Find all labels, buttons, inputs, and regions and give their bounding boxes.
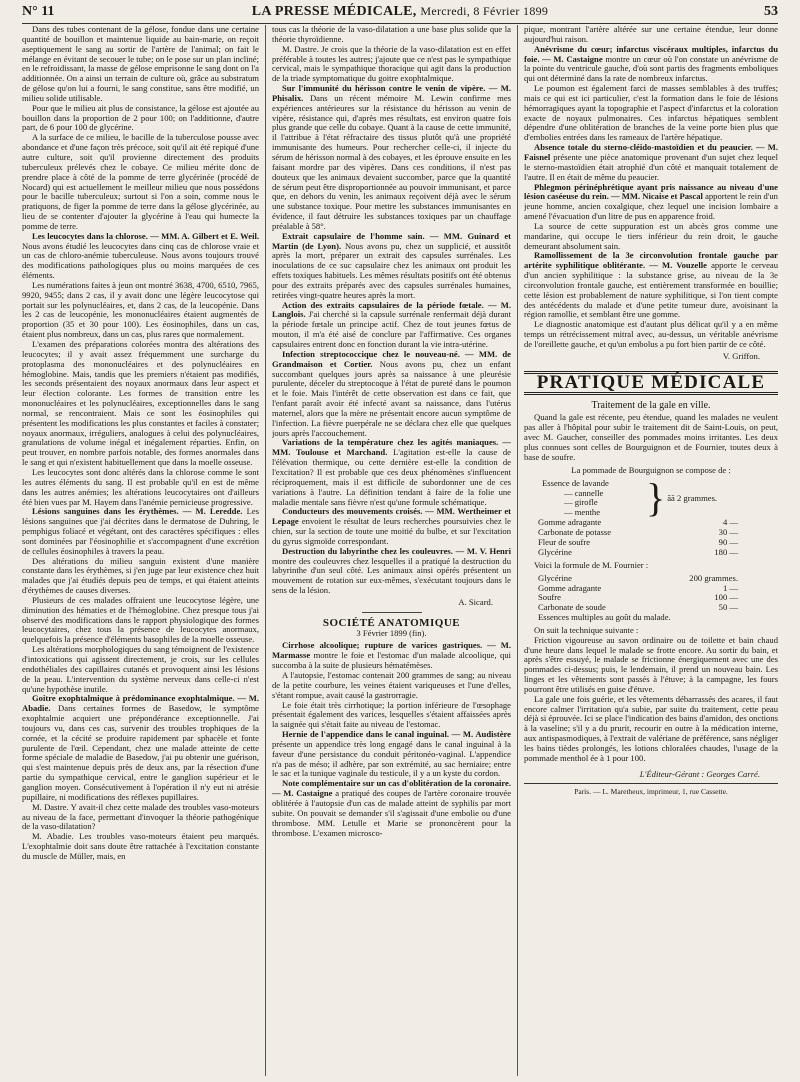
article-text: apportent le rein d'un jeune homme, ancien coxalgique, chez lequel une incision lombaire a amené l'évacuation d'un litre de pus en apparence froid.: [524, 191, 778, 222]
article: [272, 232, 511, 301]
article: [272, 84, 511, 232]
ingredient-qty: 180 —: [714, 546, 738, 557]
paragraph: On suit la technique suivante :: [534, 624, 639, 635]
author-signature: A. Sicard.: [458, 596, 493, 607]
article-text: Nous avons étudié les leucocytes dans cinq cas de chlorose vraie et un cas de chloro-anémie tuberculeuse. Nous avons toujours trouvé des modifications pathologiques plus ou moins marquées de ces éléments.: [22, 240, 259, 281]
article-heading: Variations de la température chez les agités maniaques. — MM. Toulouse et Marchand.: [272, 437, 511, 458]
article: [524, 143, 778, 182]
recipe-intro: La pommade de Bourguignon se compose de :: [571, 464, 731, 475]
author-signature: V. Griffon.: [722, 350, 760, 361]
paragraph: La source de cette suppuration est un abcès gros comme une mandarine, qui occupe le tiers inférieur du rein droit, le gauche demeurant absolument sain.: [524, 220, 778, 251]
section-title-pratique-medicale: PRATIQUE MÉDICALE: [524, 371, 778, 395]
ingredient-qty: 1 —: [722, 582, 738, 593]
article-heading: Lésions sanguines dans les érythèmes. — M. Leredde.: [32, 506, 243, 517]
ingredient: Glycérine: [538, 572, 572, 583]
article: [272, 547, 511, 596]
paragraph: La gale une fois guérie, et les vêtements débarrassés des acares, il faut encore calmer l'irritation qu'a subie, par suite du traitement, cette peau déjà si éprouvée. Ici se place l'indication des bains d'amidon, des onctions à la vaseline; s'il y a du prurit, recourir en outre à la médication interne, aux antispasmodiques, à l'extrait de valériane de préférence, sans négliger les bains tièdes prolongés, les lotions chloralées chaudes, l'usage de la pommade menthol ée à 1 pour 100.: [524, 693, 778, 763]
paragraph: M. Dastre. Y avait-il chez cette malade des troubles vaso-moteurs au niveau de la face, permettant d'invoquer la théorie pathogénique de la vaso-dilatation?: [22, 801, 259, 832]
paragraph: Les numérations faites à jeun ont montré 3638, 4700, 6510, 7965, 9920, 9455; dans 2 cas, il y avait donc une légère leucocytose qui portait sur les polynucléaires, et, dans 2 cas, de la leucopénie. Dans les 2 cas de leucopénie, les mononucléaires étaient augmentés de proportion (35 et 30 pour 100). Les éosinophiles, dans un cas, étaient plus nombreux, dans un cas, plus rares que normalement.: [22, 279, 259, 340]
header-rule: [22, 23, 778, 24]
article: [524, 45, 778, 84]
article: [524, 183, 778, 222]
brace-icon: }: [646, 475, 666, 521]
paragraph: Le foie était très cirrhotique; la portion inférieure de l'œsophage présentait également des varices, lesquelles s'étaient affaissées après la saignée qui s'était faite au niveau de l'estomac.: [272, 699, 511, 730]
paragraph: Friction vigoureuse au savon ordinaire ou de toilette et bain chaud d'une heure dans lequel le malade se frotte encore. Au sortir du bain, et après s'être essuyé, le malade se frictionne énergiquement avec une des pommades ci-dessus; puis, le lendemain, il prend un nouveau bain. Les linges et les vêtements sont passés à l'étuve; à la campagne, les fours pourront être utilisés en guise d'étuve.: [524, 634, 778, 694]
editor-signature: L'Éditeur-Gérant : Georges Carré.: [639, 768, 760, 779]
ingredient: — cannelle: [564, 487, 604, 498]
page-header: [22, 4, 778, 24]
recipe-row: [538, 538, 778, 548]
masthead: LA PRESSE MÉDICALE, Mercredi, 8 Février 1899: [251, 4, 549, 19]
paragraph: Pour que le milieu ait plus de consistance, la gélose est ajoutée au bouillon dans la proportion de 2 pour 100; on l'additionne, d'autre part, de 6 pour 100 de glycérine.: [22, 102, 259, 133]
article: [272, 779, 511, 838]
ingredient-qty: 100 —: [714, 592, 738, 603]
article: [22, 232, 259, 281]
issue-date: Mercredi, 8 Février 1899: [420, 4, 549, 18]
article-text: a pratiqué des coupes de l'artère coronaire trouvée oblitérée à l'autopsie d'un cas de malade atteint de syphilis par mort subite. On pouvait se demander s'il s'agissait d'une embolie ou d'une thrombose. MM. Letulle et Marie se prononcèrent pour la thrombose. L'examen microsco-: [272, 788, 511, 838]
recipe-fournier: [538, 574, 778, 623]
ingredient: Carbonate de potasse: [538, 527, 612, 538]
paragraph: Le poumon est également farci de masses semblables à des truffes; mais ce qui est ici particulier, c'est la formation dans le foie de lésions hémorragiques ayant la topographie et l'aspect d'infarctus et la coloration exacte de noyaux pulmonaires. Ces infarctus hépatiques semblent dépendre d'une oblitération de branches de la veine porte bien plus que d'embolies entrées dans les rameaux de l'artère hépatique.: [524, 83, 778, 143]
paragraph: pique, montrant l'artère altérée sur une certaine étendue, leur donne aujourd'hui raison.: [524, 25, 778, 44]
article-heading: Extrait capsulaire de l'homme sain. — MM. Guinard et Martin (de Lyon).: [272, 230, 511, 251]
paragraph: M. Abadie. Les troubles vaso-moteurs étaient peu marqués. L'exophtalmie doit sans doute être rattachée à l'excitation constante du muscle de Müller, mais, en: [22, 831, 259, 861]
ingredient-qty: 30 —: [718, 527, 738, 538]
article-heading: Phlegmon périnéphrétique ayant pris naissance au niveau d'une lésion caséeuse du rein. — MM. Nicaise et Pascal: [524, 181, 778, 202]
paragraph: L'examen des préparations colorées montra des altérations des leucocytes; il y avait assez fréquemment une surcharge du protoplasma des mononucléaires et des polynucléaires en hémoglobine. Mais, tandis que les premiers n'étaient pas modifiés, les seconds présentaient des noyaux anormaux dans leur aspect et leur élection colorante. Les formes de transition entre les mononucléaires et les polynucléaires, exceptionnelles dans le sang normal, se rencontraient. Mais ce sont les éosinophiles qui présentent les modifications les plus constantes et faciles à constater; noyaux anormaux, irréguliers, analogues à celui des polynucléaires, granulations de volume inégal et inégalement réparties. Enfin, on peut trouver, en nombre parfois notable, des formes anormales dans le sang et qui n'existent habituellement que dans la moelle osseuse.: [22, 339, 259, 468]
society-title: SOCIÉTÉ ANATOMIQUE: [322, 616, 461, 629]
ingredient: Fleur de soufre: [538, 537, 591, 548]
paragraph: Quand la gale est récente, peu étendue, quand les malades ne veulent pas aller à l'hôpital pour subir le traitement dit de Saint-Louis, on peut, avec M. Gaucher, conseiller des pommades moins irritantes. Les deux plus connues sont celles de Bourguignon et de Fournier, toutes deux à base de soufre.: [524, 412, 778, 462]
article-heading: Infection streptococcique chez le nouveau-né. — MM. de Grandmaison et Cortier.: [272, 348, 511, 369]
recipe-row: [538, 613, 778, 623]
column-1: [22, 25, 259, 1076]
article-heading: Note complémentaire sur un cas d'oblitération de la coronaire. — M. Castaigne: [272, 778, 511, 799]
paragraph: Des altérations du milieu sanguin existent d'une manière constante dans les érythèmes, si j'en juge par leur existence chez huit malades que j'ai étudiés depuis peu de temps, et qui étaient atteints d'érythèmes de causes diverses.: [22, 555, 259, 596]
paragraph: Les leucocytes sont donc altérés dans la chlorose comme le sont les autres éléments du sang. Il est probable qu'il en est de même dans les autres anémies; les altérations leucocytaires ont d'ailleurs été bien vues par M. Hayem dans l'anémie pernicieuse progressive.: [22, 466, 259, 507]
article-heading: Cirrhose alcoolique; rupture de varices gastriques. — M. Marmasse: [272, 640, 511, 661]
ingredient-qty: 4 —: [722, 517, 738, 528]
article-heading: Hernie de l'appendice dans le canal inguinal. — M. Audistère: [282, 729, 511, 740]
column-divider: [517, 25, 518, 1076]
article-heading: Conducteurs des mouvements croisés. — MM. Wertheimer et Lepage: [272, 506, 511, 527]
ingredient: Carbonate de soude: [538, 602, 606, 613]
article-text: présente une pièce anatomique provenant d'un sujet chez lequel le sterno-mastoïdien était atrophié d'un côté et manquait totalement de l'autre. Il en était de même du peaucier.: [524, 151, 778, 182]
ingredient: Gomme adragante: [538, 582, 602, 593]
article-heading: Ramollissement de la 3e circonvolution frontale gauche par artérite syphilitique oblitérante. — M. Vouzelle: [524, 250, 778, 271]
article-text: Dans un récent mémoire M. Lewin confirme mes expériences antérieures sur la résistance du hérisson au venin de vipère, résistance qui, d'après mes résultats, est environ quatre fois plus grande que celle du cobaye. Quant à la cause de cette immunité, il l'attribue à l'état réfractaire des tissus plutôt qu'à une propriété immunisante des humeurs. Pour rechercher celle-ci, il injecte du sérum de hérisson normal à des cobayes, et les éprouve ensuite en les faisant mordre par des vipères. Dans ces conditions, il n'est pas douteux que les animaux devaient succomber, parce que la quantité de sérum peut être disproportionnée au pouvoir immunisant, et parce que, en dehors du venin, les animaux reçoivent déjà avec le sérum une substance toxique. Pour mettre les substances immunisantes en évidence, il faut détruire les substances toxiques par un chauffage préalable à 58°.: [272, 92, 511, 231]
article: [272, 507, 511, 546]
article: [272, 301, 511, 350]
ingredient: — girofle: [564, 497, 598, 508]
article-text: Nous avons pu, chez un enfant succombant quelques jours après sa naissance à une pleurésie purulente, déceler du streptocoque à l'état de pureté dans le poumon et le foie. Mais l'intérêt de cette observation est dans ce fait, que l'enfant paraît avoir été infecté avant sa naissance, dans l'utérus maternel, alors que la mère ne présentait encore aucun symptôme de l'infection. La fièvre puerpérale ne se déclara chez elle que quelques jours après l'accouchement.: [272, 358, 511, 438]
column-divider: [265, 25, 266, 1076]
footer-rule: [524, 783, 778, 784]
ingredient: Essence de lavande: [542, 477, 609, 488]
article-heading: Les leucocytes dans la chlorose. — MM. A. Gilbert et E. Weil.: [32, 230, 259, 241]
imprint: Paris. — L. Maretheux, imprimeur, 1, rue Cassette.: [574, 786, 728, 796]
article-text: Dans certaines formes de Basedow, le symptôme exophtalmie acquiert une prépondérance exceptionnelle. J'ai toujours vu, dans ces cas, survenir des troubles trophiques de la cornée, et la cécité se produire rapidement par sphacèle et fonte purulente de l'œil. Cependant, chez une malade atteinte de cette forme spéciale de maladie de Basedow, j'ai pu obtenir une guérison, qui s'est maintenue depuis près de deux ans, par la résection d'une partie du sympathique cervical, entre le ganglion supérieur et le ganglion moyen. Consécutivement à l'opération il n'y eut ni atrésie pupillaire, ni modifications des réflexes pupillaires.: [22, 703, 259, 802]
article: [272, 350, 511, 439]
article-heading: Destruction du labyrinthe chez les couleuvres. — M. V. Henri: [282, 545, 511, 556]
paragraph: Voici la formule de M. Fournier :: [534, 559, 649, 570]
paragraph: Dans des tubes contenant de la gélose, fondue dans une certaine quantité de bouillon et maintenue liquide au bain-marie, on reçoit aseptiquement le sang au sortir de l'artère de l'animal; on fait le mélange en évitant de secouer le tube; on le pose sur un plan incliné; en le refroidissant, la masse de gélose emprisonne le sang dont on l'a additionnée. On a ainsi un terrain de culture où, grâce au substratum de gélose qu'on lui a fourni, le sang constitue, sans être modifié, un milieu solide utilisable.: [22, 25, 259, 103]
ingredient: — menthe: [564, 507, 601, 518]
ingredient-qty: 90 —: [718, 537, 738, 548]
article-heading: Anévrisme du cœur; infarctus viscéraux multiples, infarctus du foie. — M. Castaigne: [524, 43, 778, 64]
article: [524, 251, 778, 320]
article-text: apporte le cerveau d'un ancien syphilitique : la substance grise, au niveau de la 3e circonvolution frontale gauche, est entièrement transformée en bouillie; cette lésion est probablement de nature syphilitique, si l'on tient compte des antécédents du malade et d'une petite tumeur dure, avoisinant la région ramollie, et semblant être une gomme.: [524, 260, 778, 320]
article-text: J'ai cherché si la capsule surrénale renfermait déjà durant la période fœtale un principe actif. Chez de tout jeunes fœtus de mouton, il m'a été aisé de conclure par l'affirmative. Ces organes capsulaires entrent donc en fonction durant la vie intra-utérine.: [272, 309, 511, 349]
paragraph: A la surface de ce milieu, le bacille de la tuberculose pousse avec abondance et d'une façon très précoce, soit qu'il ait été repiqué d'une autre culture, soit qu'il provienne directement des produits tuberculeux prélevés chez le cobaye. Ce milieu mérite donc de prendre place à côté de la pomme de terre glycérinée (procédé de Nocard) qui est actuellement le meilleur milieu que nous possédons pour le bacille tuberculeux; surtout si l'on a soin, comme nous le pratiquons, de figer la pomme de terre dans la gélose glycérinée, au lieu de se contenter d'ajouter la glycérine à l'eau qui humecte la pomme de terre.: [22, 132, 259, 231]
article-text: montre des couleuvres chez lesquelles il a pratiqué la destruction du labyrinthe d'un seul côté. Les animaux ainsi opérés présentent un mouvement de rotation sur eux-mêmes, s'exécutant toujours dans le sens de la lésion.: [272, 555, 511, 596]
column-2: [272, 25, 511, 1076]
article-heading: Sur l'immunité du hérisson contre le venin de vipère. — M. Phisalix.: [272, 83, 511, 103]
ingredient-qty: ãã 2 grammes.: [667, 492, 718, 503]
article: [272, 438, 511, 507]
article: [22, 507, 259, 556]
paragraph: M. Dastre. Je crois que la théorie de la vaso-dilatation est en effet préférable à toutes les autres; j'ajoute que ce n'est pas le sympathique cervical, mais le sympathique thoracique qui agit dans la production de la triade symptomatique du goitre exophtalmique.: [272, 43, 511, 84]
article-text: Les lésions sanguines que j'ai décrites dans le dermatose de Duhring, le pemphigus foliacé et végétant, ont des caractères spécifiques : elles sont dominées par l'éosinophilie et s'accompagnent d'une excrétion de cellules éosinophiles à travers la peau.: [22, 506, 259, 556]
ingredient: Gomme adragante: [538, 517, 602, 528]
paragraph: Le diagnostic anatomique est d'autant plus délicat qu'il y a en même temps un rétrécissement mitral avec, au-dessus, un véritable anévrisme de l'oreillette gauche, et qu'un embolus a pu fort bien partir de ce côté.: [524, 319, 778, 349]
paragraph: Plusieurs de ces malades offraient une leucocytose légère, une diminution des hématies et de l'hémoglobine. Chez presque tous j'ai observé des modifications dans le rapport physiologique des formes leucocytaires, chez tous la présence de leucocytes anormaux, quelquefois la présence d'éléments basophiles de la moelle osseuse.: [22, 594, 259, 645]
issue-number: N° 11: [22, 4, 55, 19]
recipe-bourguignon: [538, 475, 778, 557]
society-date: 3 Février 1899 (fin).: [356, 627, 427, 638]
recipe-row: [538, 548, 778, 558]
paragraph: tous cas la théorie de la vaso-dilatation a une base plus solide que la théorie thyroïdienne.: [272, 25, 511, 44]
paragraph: Les altérations morphologiques du sang témoignent de l'existence d'intoxications qui agissent directement, je crois, sur les cellules endothéliales des capillaires cutanés et provoquent ainsi les lésions de la peau. L'intervention du système nerveux dans celle-ci n'est qu'une hypothèse inutile.: [22, 644, 259, 694]
column-3: [524, 25, 778, 1076]
article-text: Nous avons pu, chez un supplicié, et aussitôt après la mort, préparer un extrait des capsules surrénales. Les inoculations de ce suc capsulaire chez les animaux ont produit les effets toxiques habituels. Les mêmes résultats positifs ont été obtenus pour des extraits préparés avec des capsules surrénales humaines, retirées vingt-quatre heures après la mort.: [272, 240, 511, 300]
article: [272, 730, 511, 779]
ingredient: Essences multiples au goût du malade.: [538, 612, 671, 623]
article-text: montre le foie et l'estomac d'un malade alcoolique, qui succomba à la suite de plusieurs hématémèses.: [272, 650, 511, 671]
section-rule: [362, 612, 422, 613]
article: [22, 694, 259, 802]
article-heading: Goitre exophtalmique à prédominance exophtalmique. — M. Abadie.: [22, 693, 259, 714]
recipe-row: [538, 584, 778, 594]
journal-title: LA PRESSE MÉDICALE: [251, 4, 413, 19]
ingredient: Glycérine: [538, 546, 572, 557]
section-subtitle: Traitement de la gale en ville.: [591, 399, 711, 411]
ingredient-qty: 200 grammes.: [689, 572, 738, 583]
essences-group: [542, 475, 778, 521]
ingredient-qty: 50 —: [718, 602, 738, 613]
article: [272, 641, 511, 671]
page-number: 53: [764, 4, 778, 19]
article-heading: Action des extraits capsulaires de la période fœtale. — M. Langlois.: [272, 299, 511, 320]
essences-list: [542, 479, 644, 518]
article-heading: Absence totale du sterno-cléido-mastoïdien et du peaucier. — M. Faisnel: [524, 142, 778, 162]
article-text: envoient le résultat de leurs recherches poursuivies chez le chien, sur la section de toute une moitié du bulbe, et sur l'excitation du gyrus sigmoïde correspondant.: [272, 516, 511, 546]
article-text: présente un appendice très long engagé dans le canal inguinal à la faveur d'une persistance du conduit péritonéo-vaginal. L'appendice n'a pas de méso; il adhère, par son extrémité, au sac herniaire; entre le sac et la tunique vaginale du testicule, il y a un kyste du cordon.: [272, 738, 511, 779]
article-text: L'agitation est-elle la cause de l'élévation thermique, ou cette dernière est-elle la condition de l'excitation? Il est probable que ces deux phénomènes s'influencent réciproquement, mais il est difficile de subordonner une de ces variations à l'autre. La définition tendant à faire de la folie une maladie mentale sans fièvre n'est qu'une formule schématique.: [272, 447, 511, 507]
ingredient: Soufre: [538, 592, 561, 603]
article-text: montre un cœur où l'on constate un anévrisme de la pointe du ventricule gauche, d'où sont partis des fragments emboliques qui ont déterminé dans la rate de nombreux infarctus.: [524, 53, 778, 84]
paragraph: A l'autopsie, l'estomac contenait 200 grammes de sang; au niveau de la petite courbure, les veines étaient variqueuses et l'une d'elles, s'étant rompue, avait causé la gastrorragie.: [272, 670, 511, 700]
